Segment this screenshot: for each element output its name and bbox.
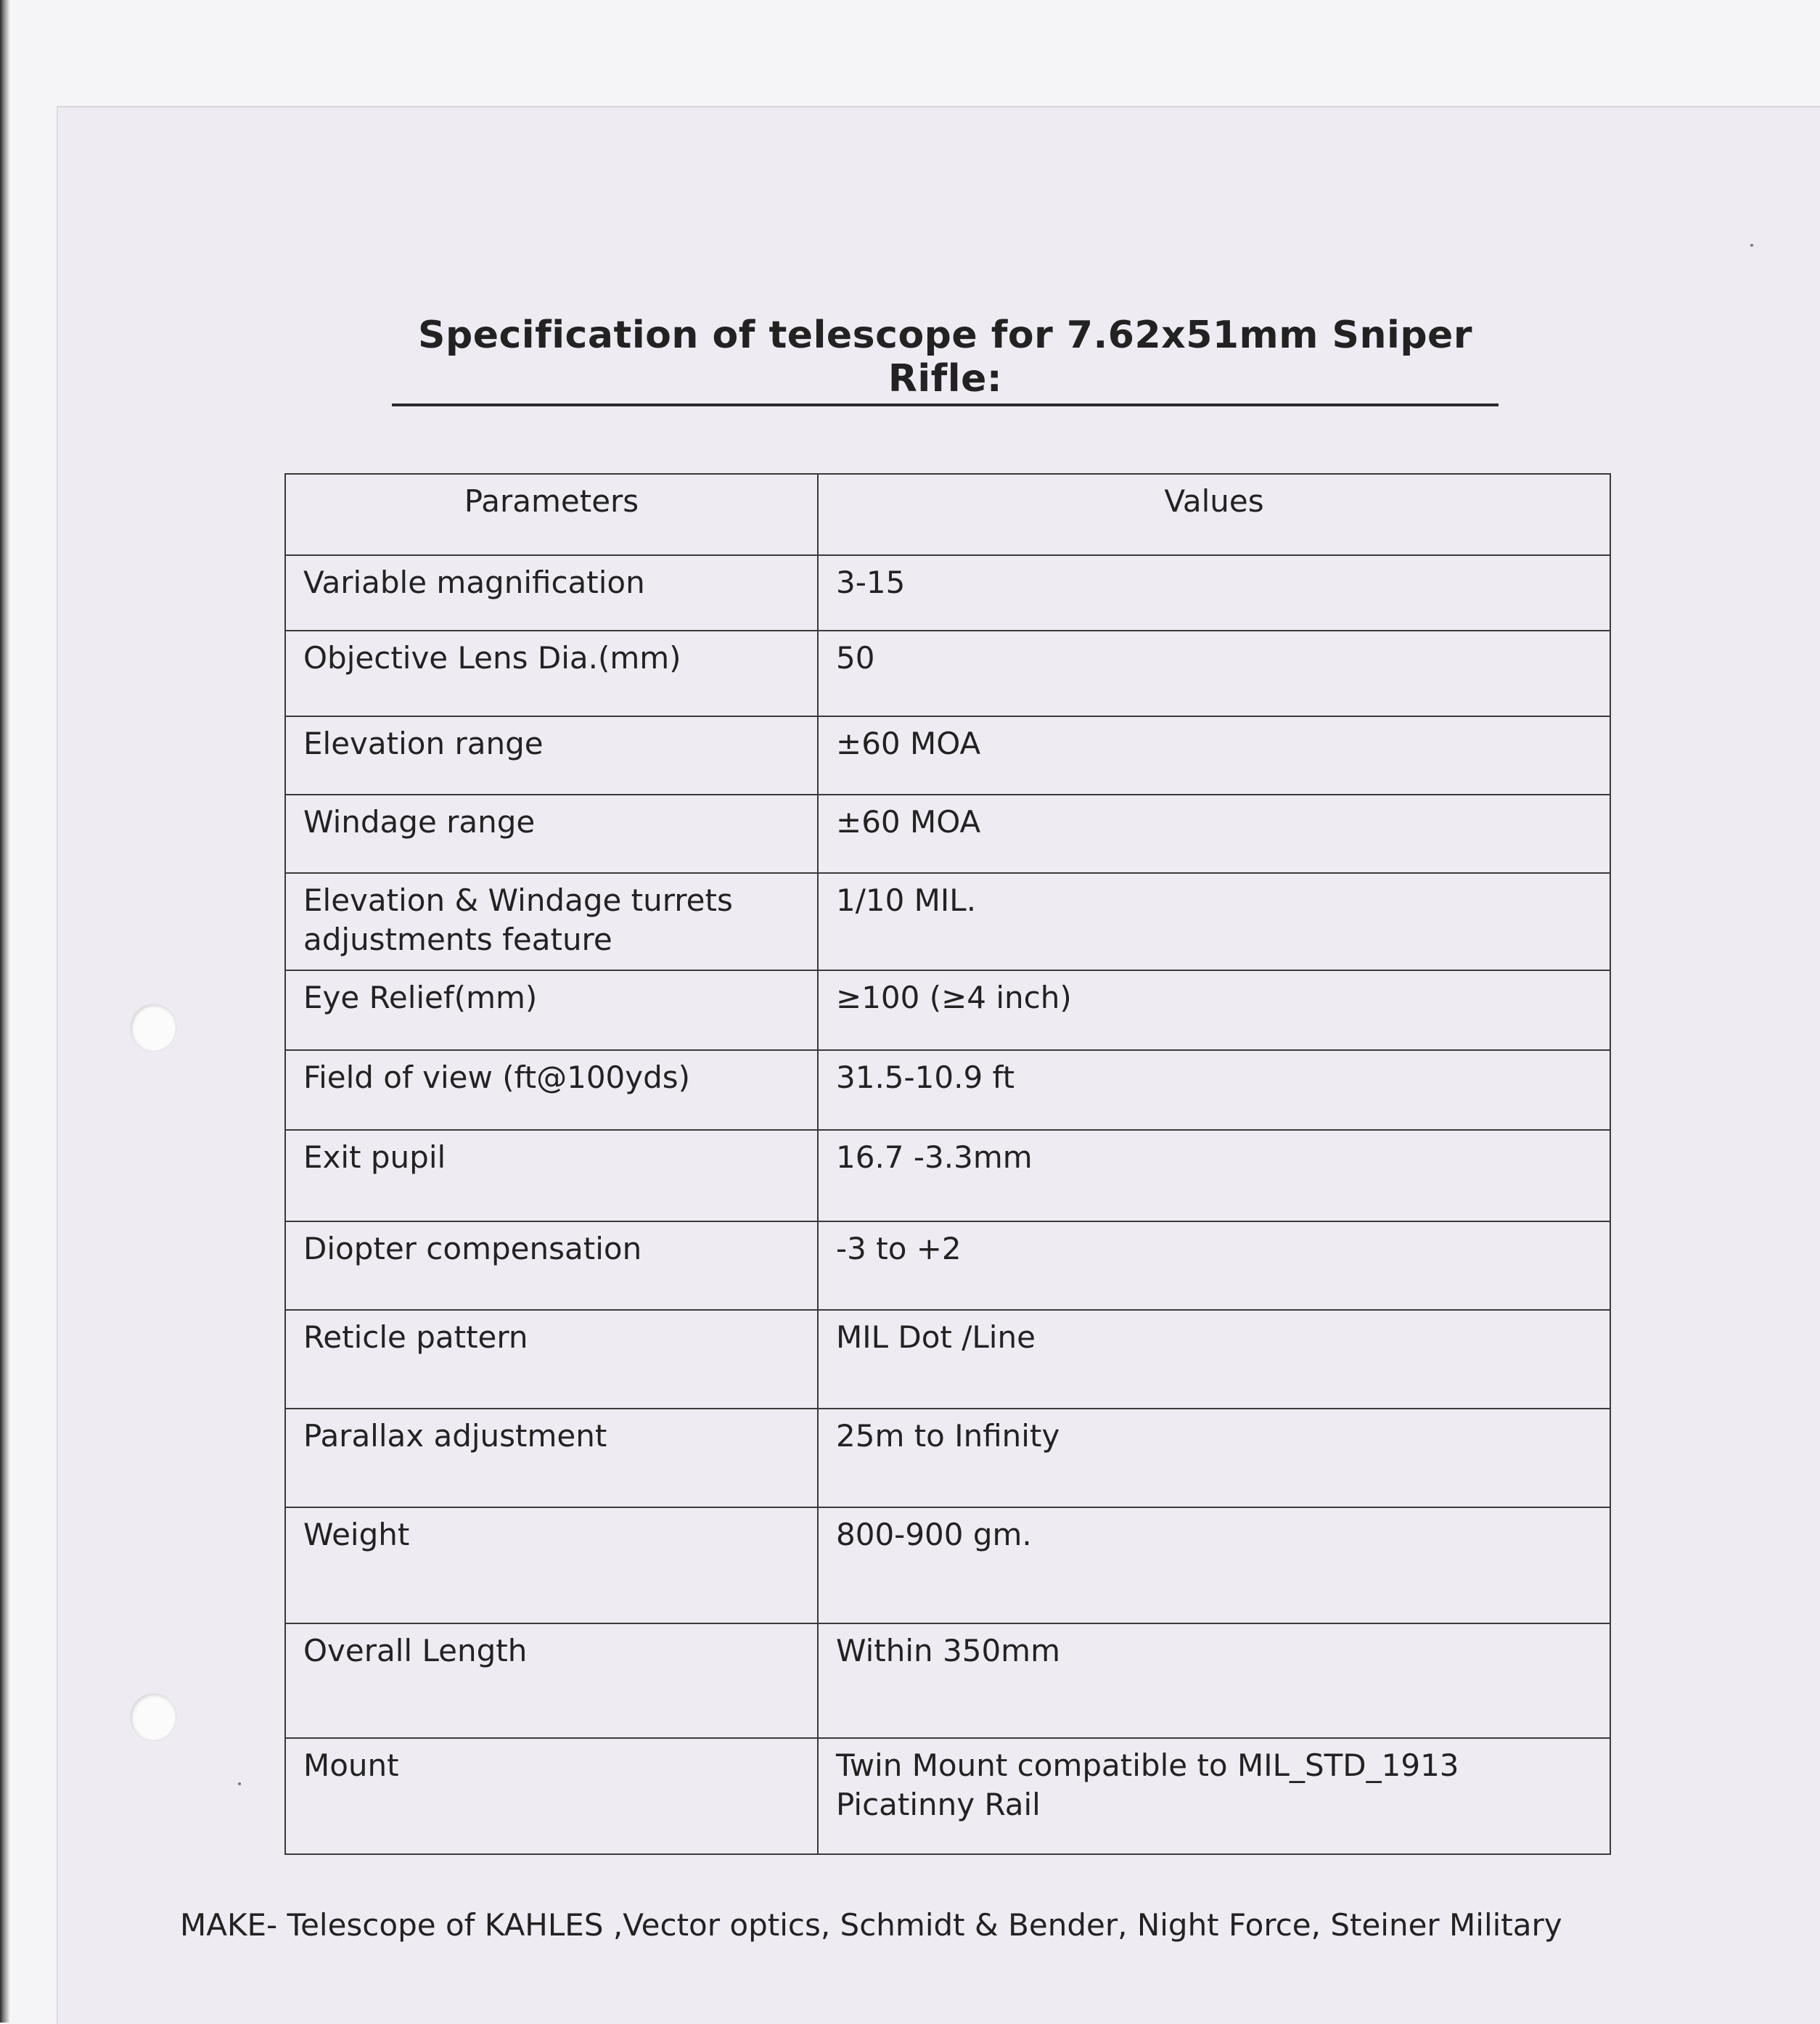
- parameter-cell: Mount: [285, 1738, 818, 1854]
- value-cell: 800-900 gm.: [818, 1507, 1610, 1623]
- value-cell: 31.5-10.9 ft: [818, 1050, 1610, 1130]
- table-row: [285, 873, 1610, 970]
- table-row: [285, 555, 1610, 631]
- parameter-cell: Elevation & Windage turrets adjustments feature: [285, 873, 818, 970]
- parameter-cell: Eye Relief(mm): [285, 970, 818, 1050]
- parameter-cell: Objective Lens Dia.(mm): [285, 631, 818, 716]
- parameter-cell: Diopter compensation: [285, 1221, 818, 1310]
- parameter-cell: Windage range: [285, 795, 818, 873]
- speck: [238, 1782, 241, 1785]
- parameter-cell: Reticle pattern: [285, 1310, 818, 1409]
- parameter-cell: Weight: [285, 1507, 818, 1623]
- table-row: [285, 1507, 1610, 1623]
- value-cell: ±60 MOA: [818, 795, 1610, 873]
- punch-hole-lower: [131, 1694, 176, 1740]
- table-header-row: [285, 474, 1610, 555]
- table-row: [285, 1050, 1610, 1130]
- speck: [1750, 244, 1753, 247]
- value-cell: -3 to +2: [818, 1221, 1610, 1310]
- scan-left-edge: [0, 0, 10, 2023]
- table-row: [285, 1623, 1610, 1738]
- punch-hole-upper: [131, 1004, 176, 1051]
- table-row: [285, 716, 1610, 795]
- value-cell: 1/10 MIL.: [818, 873, 1610, 970]
- table-row: [285, 1310, 1610, 1409]
- table-row: [285, 1221, 1610, 1310]
- parameter-cell: Field of view (ft@100yds): [285, 1050, 818, 1130]
- value-cell: ±60 MOA: [818, 716, 1610, 795]
- specification-table: [284, 473, 1611, 1855]
- value-cell: Twin Mount compatible to MIL_STD_1913 Picatinny Rail: [818, 1738, 1610, 1854]
- table-row: [285, 1409, 1610, 1507]
- value-cell: 25m to Infinity: [818, 1409, 1610, 1507]
- value-cell: 50: [818, 631, 1610, 716]
- value-cell: MIL Dot /Line: [818, 1310, 1610, 1409]
- parameter-cell: Exit pupil: [285, 1130, 818, 1221]
- value-cell: Within 350mm: [818, 1623, 1610, 1738]
- table-row: [285, 1130, 1610, 1221]
- document-title: Specification of telescope for 7.62x51mm Sniper Rifle:: [392, 314, 1499, 406]
- column-header-values: Values: [818, 474, 1610, 555]
- parameter-cell: Variable magnification: [285, 555, 818, 631]
- table-row: [285, 795, 1610, 873]
- value-cell: 3-15: [818, 555, 1610, 631]
- value-cell: ≥100 (≥4 inch): [818, 970, 1610, 1050]
- table-row: [285, 1738, 1610, 1854]
- parameter-cell: Overall Length: [285, 1623, 818, 1738]
- parameter-cell: Parallax adjustment: [285, 1409, 818, 1507]
- make-note: MAKE- Telescope of KAHLES ,Vector optics, Schmidt & Bender, Night Force, Steiner Military: [180, 1907, 1562, 1943]
- table-row: [285, 970, 1610, 1050]
- parameter-cell: Elevation range: [285, 716, 818, 795]
- value-cell: 16.7 -3.3mm: [818, 1130, 1610, 1221]
- table-row: [285, 631, 1610, 716]
- column-header-parameters: Parameters: [285, 474, 818, 555]
